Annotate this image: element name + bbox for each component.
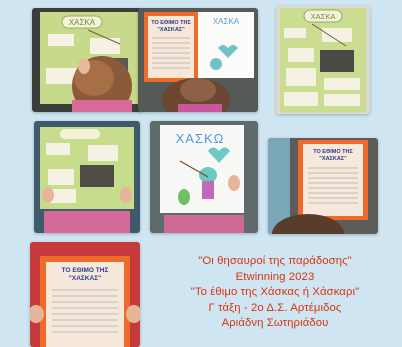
poster-custom-line2-c: "ΧΑΣΚΑΣ" bbox=[68, 275, 102, 282]
poster-title-text: ΧΑΣΚΑ bbox=[68, 18, 96, 27]
poster-custom-line2: "ΧΑΣΚΑΣ" bbox=[157, 27, 185, 33]
photo-middle-left bbox=[34, 121, 140, 233]
poster-custom-line2-b: "ΧΑΣΚΑΣ" bbox=[319, 156, 347, 162]
caption-line-author: Αριάδνη Σωτηριάδου bbox=[221, 317, 329, 330]
poster-custom-line1-b: ΤΟ ΕΘΙΜΟ ΤΗΣ bbox=[313, 149, 353, 155]
photo-top-left bbox=[32, 8, 142, 112]
poster-haskw-text: ΧΑΣΚΩ bbox=[175, 131, 225, 146]
photo-middle-center bbox=[150, 121, 258, 233]
photo-top-right bbox=[276, 6, 370, 114]
caption-line-class: Γ τάξη - 2ο Δ.Σ. Αρτέμιδος bbox=[208, 301, 342, 314]
photo-bottom-left bbox=[30, 242, 140, 347]
poster-custom-line1: ΤΟ ΕΘΙΜΟ ΤΗΣ bbox=[151, 20, 191, 26]
caption-block bbox=[150, 254, 400, 332]
photo-middle-right bbox=[268, 138, 378, 234]
caption-line-program: Etwinning 2023 bbox=[235, 270, 315, 283]
poster-custom-line1-c: ΤΟ ΕΘΙΜΟ ΤΗΣ bbox=[61, 267, 109, 274]
caption-line-title: "Οι θησαυροί της παράδοσης" bbox=[198, 255, 352, 267]
photo-top-middle bbox=[138, 8, 258, 112]
poster-title-text-2: ΧΑΣΚΑ bbox=[310, 12, 336, 21]
caption-line-custom: "Το έθιμο της Χάσκας ή Χάσκαρι" bbox=[190, 286, 360, 299]
paper-title-text: ΧΑΣΚΑ bbox=[212, 17, 240, 26]
